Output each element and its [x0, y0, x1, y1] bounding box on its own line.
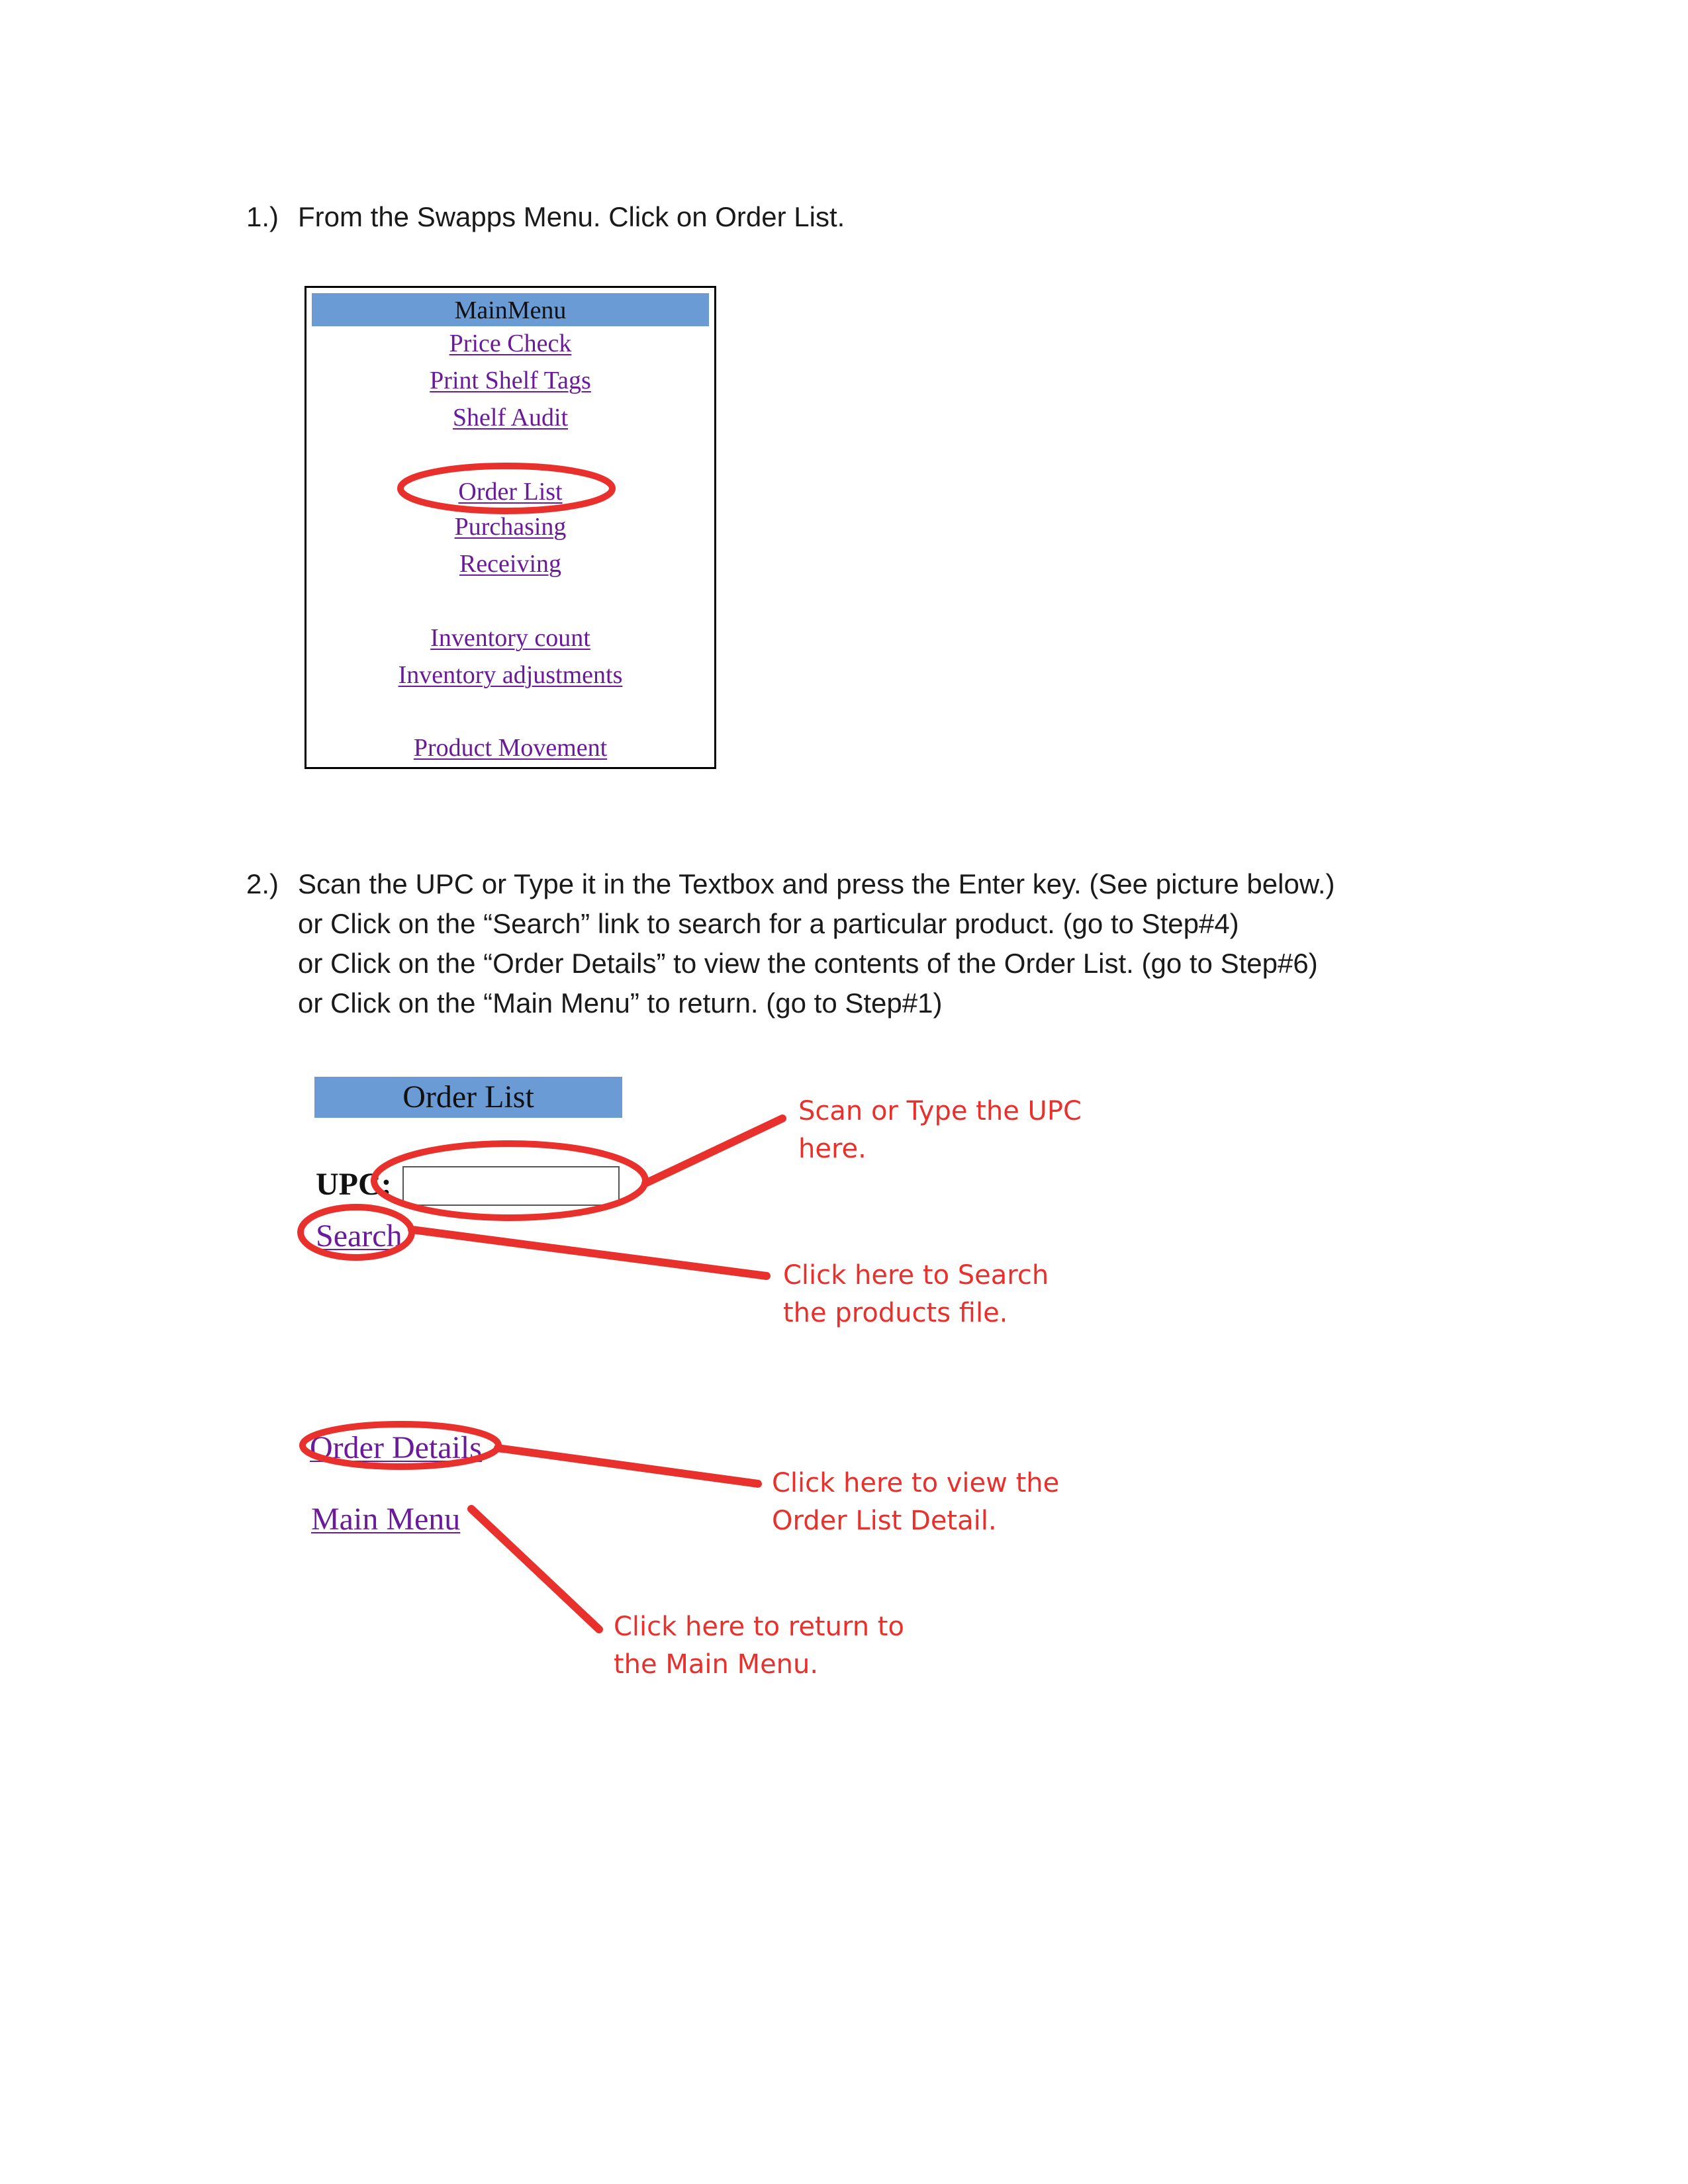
main-menu-link[interactable]: Main Menu — [311, 1502, 461, 1537]
menu-item-print-shelf-tags[interactable]: Print Shelf Tags — [430, 367, 591, 394]
menu-item-inventory-adjustments[interactable]: Inventory adjustments — [398, 661, 623, 689]
menu-item-order-list[interactable]: Order List — [458, 478, 563, 506]
step-2-line-4: or Click on the “Main Menu” to return. (go to Step#1) — [298, 987, 943, 1019]
annotation-main-menu-line-1: Click here to return to — [614, 1612, 904, 1642]
upc-label: UPC: — [316, 1167, 392, 1202]
menu-item-product-movement[interactable]: Product Movement — [413, 734, 608, 762]
main-menu-arrow-line — [471, 1509, 599, 1629]
search-arrow-line — [412, 1230, 767, 1276]
menu-item-shelf-audit[interactable]: Shelf Audit — [452, 404, 569, 432]
annotation-upc-line-2: here. — [798, 1134, 867, 1164]
annotation-order-details-line-2: Order List Detail. — [772, 1506, 997, 1536]
annotation-upc-line-1: Scan or Type the UPC — [798, 1096, 1082, 1126]
order-details-circle — [303, 1424, 498, 1467]
step-2-number: 2.) — [246, 868, 279, 899]
menu-item-receiving[interactable]: Receiving — [459, 550, 562, 578]
search-circle — [301, 1207, 412, 1257]
order-list-circle — [400, 466, 612, 511]
order-details-arrow-line — [498, 1448, 758, 1484]
annotation-order-details-line-1: Click here to view the — [772, 1468, 1060, 1498]
annotation-search-line-1: Click here to Search — [783, 1260, 1049, 1291]
step-2-line-1: Scan the UPC or Type it in the Textbox and press the Enter key. (See picture below.) — [298, 868, 1335, 899]
order-list-header: Order List — [314, 1077, 622, 1118]
step-2-line-3: or Click on the “Order Details” to view the contents of the Order List. (go to Step#6) — [298, 948, 1318, 979]
step-2-line-2: or Click on the “Search” link to search for a particular product. (go to Step#4) — [298, 908, 1239, 939]
menu-item-purchasing[interactable]: Purchasing — [454, 513, 567, 541]
menu-item-price-check[interactable]: Price Check — [449, 330, 572, 357]
menu-item-inventory-count[interactable]: Inventory count — [430, 624, 590, 652]
order-details-link[interactable]: Order Details — [310, 1430, 482, 1465]
annotation-search-line-2: the products file. — [783, 1298, 1008, 1328]
upc-arrow-line — [645, 1118, 782, 1183]
main-menu-header: MainMenu — [312, 293, 709, 326]
search-link[interactable]: Search — [316, 1218, 402, 1253]
annotation-main-menu-line-2: the Main Menu. — [614, 1649, 819, 1680]
step-1-number: 1.) — [246, 201, 279, 232]
step-1-text: From the Swapps Menu. Click on Order List. — [298, 201, 845, 232]
upc-input-circle — [374, 1144, 645, 1218]
